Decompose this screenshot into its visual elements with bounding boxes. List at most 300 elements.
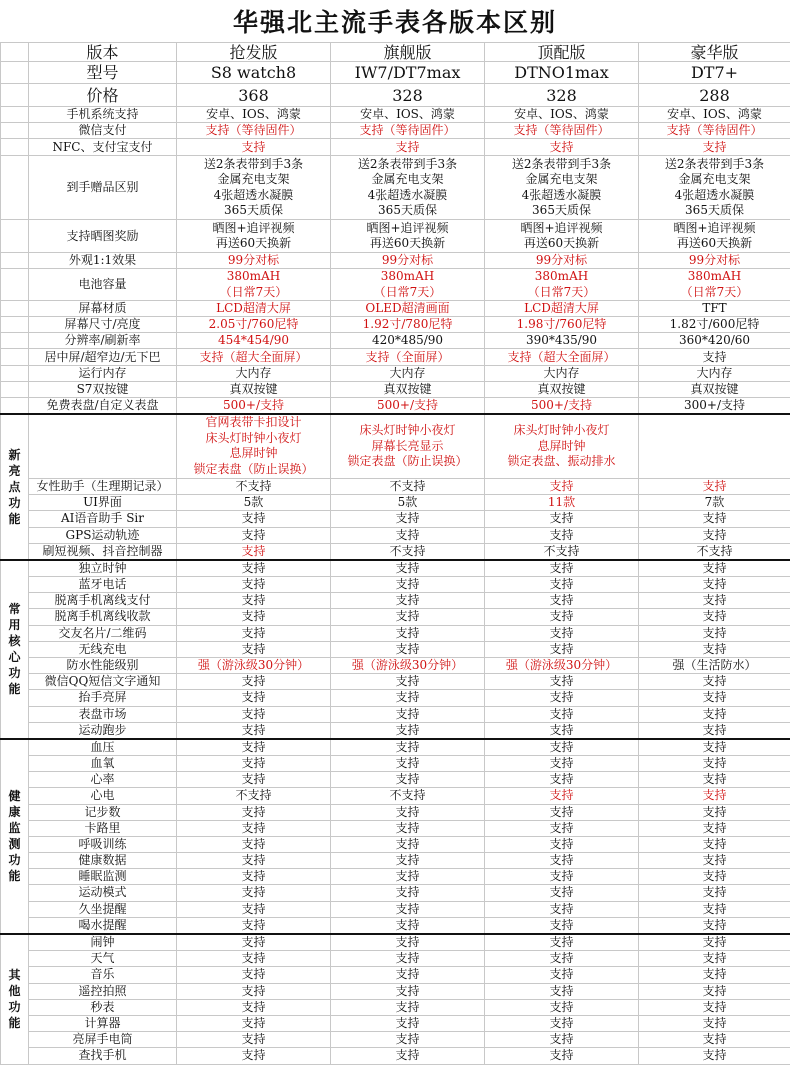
- value-cell: 支持: [639, 884, 790, 901]
- value-cell: 支持（超大全面屏）: [177, 349, 331, 366]
- feature-label: 计算器: [29, 1015, 177, 1031]
- value-cell: 支持: [177, 576, 331, 592]
- table-row: [1, 884, 790, 901]
- table-row: [1, 706, 790, 722]
- feature-label: 喝水提醒: [29, 917, 177, 934]
- value-cell: 360*420/60: [639, 333, 790, 349]
- feature-label: 屏幕材质: [29, 301, 177, 317]
- feature-label: 手机系统支持: [29, 107, 177, 123]
- feature-label: 查找手机: [29, 1047, 177, 1064]
- feature-label: 运动模式: [29, 884, 177, 901]
- value-cell: 支持: [485, 689, 639, 706]
- value-cell: 支持: [485, 999, 639, 1015]
- value-cell: 支持: [331, 592, 485, 608]
- feature-label: 防水性能级别: [29, 657, 177, 673]
- value-cell: 支持: [331, 950, 485, 966]
- feature-label: 价格: [29, 84, 177, 107]
- value-cell: 支持: [639, 966, 790, 983]
- value-cell: 支持（等待固件）: [177, 123, 331, 139]
- value-cell: 5款: [177, 494, 331, 510]
- value-cell: 支持: [177, 560, 331, 577]
- feature-label: 脱离手机离线支付: [29, 592, 177, 608]
- value-cell: [639, 414, 790, 478]
- value-cell: 1.98寸/760尼特: [485, 317, 639, 333]
- value-cell: 500+/支持: [177, 398, 331, 415]
- value-cell: 晒图+追评视频 再送60天换新: [331, 220, 485, 253]
- feature-label: 居中屏/超窄边/无下巴: [29, 349, 177, 366]
- value-cell: 支持: [177, 950, 331, 966]
- value-cell: 支持: [177, 966, 331, 983]
- value-cell: 支持: [639, 349, 790, 366]
- table-row: [1, 43, 790, 62]
- value-cell: 安卓、IOS、鸿蒙: [639, 107, 790, 123]
- value-cell: 支持: [639, 1015, 790, 1031]
- table-row: [1, 398, 790, 415]
- feature-label: 无线充电: [29, 641, 177, 657]
- value-cell: 支持: [485, 771, 639, 787]
- value-cell: 支持: [485, 608, 639, 625]
- value-cell: 支持: [639, 739, 790, 756]
- value-cell: 大内存: [639, 366, 790, 382]
- category-empty: [1, 123, 29, 139]
- value-cell: 支持: [639, 510, 790, 527]
- feature-label: 久坐提醒: [29, 901, 177, 917]
- value-cell: 支持: [331, 608, 485, 625]
- value-cell: 送2条表带到手3条 金属充电支架 4张超透水凝膜 365天质保: [485, 156, 639, 220]
- value-cell: 支持: [639, 901, 790, 917]
- value-cell: 支持: [177, 689, 331, 706]
- table-row: [1, 787, 790, 804]
- feature-label: 血压: [29, 739, 177, 756]
- value-cell: 不支持: [485, 543, 639, 560]
- feature-label: 屏幕尺寸/亮度: [29, 317, 177, 333]
- table-row: [1, 934, 790, 951]
- value-cell: 支持: [331, 1015, 485, 1031]
- category-label: 新亮点功能: [1, 414, 29, 560]
- value-cell: 支持: [177, 543, 331, 560]
- feature-label: 运动跑步: [29, 722, 177, 739]
- value-cell: 99分对标: [485, 253, 639, 269]
- feature-label: 健康数据: [29, 852, 177, 868]
- value-cell: 不支持: [331, 478, 485, 494]
- value-cell: 强（游泳级30分钟）: [485, 657, 639, 673]
- feature-label: 到手赠品区别: [29, 156, 177, 220]
- table-row: [1, 107, 790, 123]
- value-cell: 强（生活防水）: [639, 657, 790, 673]
- value-cell: 支持: [639, 592, 790, 608]
- category-label: 其他功能: [1, 934, 29, 1065]
- table-row: [1, 608, 790, 625]
- value-cell: 支持: [485, 706, 639, 722]
- value-cell: 大内存: [177, 366, 331, 382]
- table-row: [1, 868, 790, 884]
- value-cell: 真双按键: [331, 382, 485, 398]
- value-cell: 支持: [639, 934, 790, 951]
- value-cell: 支持: [331, 771, 485, 787]
- category-empty: [1, 398, 29, 415]
- value-cell: 支持（超大全面屏）: [485, 349, 639, 366]
- value-cell: 支持: [485, 576, 639, 592]
- value-cell: 支持: [177, 771, 331, 787]
- table-row: [1, 543, 790, 560]
- value-cell: 支持: [485, 983, 639, 999]
- value-cell: 11款: [485, 494, 639, 510]
- feature-label: 分辨率/刷新率: [29, 333, 177, 349]
- value-cell: 500+/支持: [485, 398, 639, 415]
- value-cell: 晒图+追评视频 再送60天换新: [177, 220, 331, 253]
- value-cell: 支持: [485, 673, 639, 689]
- value-cell: 大内存: [331, 366, 485, 382]
- value-cell: 支持: [485, 139, 639, 156]
- table-row: [1, 510, 790, 527]
- value-cell: 5款: [331, 494, 485, 510]
- feature-label: 蓝牙电话: [29, 576, 177, 592]
- feature-label: 音乐: [29, 966, 177, 983]
- value-cell: 不支持: [331, 543, 485, 560]
- table-row: [1, 139, 790, 156]
- value-cell: 安卓、IOS、鸿蒙: [331, 107, 485, 123]
- category-empty: [1, 253, 29, 269]
- value-cell: 支持: [331, 966, 485, 983]
- value-cell: 支持: [639, 836, 790, 852]
- feature-label: 心率: [29, 771, 177, 787]
- value-cell: 支持: [639, 641, 790, 657]
- feature-label: 睡眠监测: [29, 868, 177, 884]
- table-row: [1, 123, 790, 139]
- value-cell: 支持: [485, 641, 639, 657]
- value-cell: 安卓、IOS、鸿蒙: [485, 107, 639, 123]
- table-row: [1, 641, 790, 657]
- table-row: [1, 494, 790, 510]
- value-cell: 支持: [177, 139, 331, 156]
- category-empty: [1, 107, 29, 123]
- feature-label: AI语音助手 Sir: [29, 510, 177, 527]
- value-cell: 支持: [485, 868, 639, 884]
- feature-label: 记步数: [29, 804, 177, 820]
- value-cell: 支持: [485, 527, 639, 543]
- value-cell: 支持: [485, 804, 639, 820]
- value-cell: 支持: [639, 804, 790, 820]
- feature-label: 版本: [29, 43, 177, 62]
- table-row: [1, 739, 790, 756]
- value-cell: 支持: [331, 673, 485, 689]
- table-row: [1, 269, 790, 301]
- value-cell: 强（游泳级30分钟）: [177, 657, 331, 673]
- value-cell: 380mAH （日常7天）: [177, 269, 331, 301]
- value-cell: 支持: [485, 787, 639, 804]
- value-cell: 支持: [639, 139, 790, 156]
- value-cell: 支持: [639, 950, 790, 966]
- value-cell: 真双按键: [639, 382, 790, 398]
- value-cell: 支持: [331, 755, 485, 771]
- value-cell: 支持: [485, 478, 639, 494]
- value-cell: 99分对标: [639, 253, 790, 269]
- value-cell: 支持: [485, 917, 639, 934]
- value-cell: 晒图+追评视频 再送60天换新: [485, 220, 639, 253]
- value-cell: 支持: [485, 592, 639, 608]
- feature-label: UI界面: [29, 494, 177, 510]
- value-cell: 支持: [485, 966, 639, 983]
- category-empty: [1, 333, 29, 349]
- value-cell: 抢发版: [177, 43, 331, 62]
- value-cell: 支持: [485, 950, 639, 966]
- value-cell: 强（游泳级30分钟）: [331, 657, 485, 673]
- table-row: [1, 592, 790, 608]
- value-cell: 支持: [177, 739, 331, 756]
- table-row: [1, 820, 790, 836]
- feature-label: NFC、支付宝支付: [29, 139, 177, 156]
- value-cell: 支持: [177, 755, 331, 771]
- value-cell: 支持: [177, 836, 331, 852]
- value-cell: 床头灯时钟小夜灯 屏幕长亮显示 锁定表盘（防止误换）: [331, 414, 485, 478]
- value-cell: 支持: [639, 852, 790, 868]
- value-cell: 328: [485, 84, 639, 107]
- value-cell: 支持: [485, 560, 639, 577]
- value-cell: 支持: [177, 934, 331, 951]
- value-cell: 官网表带卡扣设计 床头灯时钟小夜灯 息屏时钟 锁定表盘（防止误换）: [177, 414, 331, 478]
- feature-label: 电池容量: [29, 269, 177, 301]
- feature-label: 交友名片/二维码: [29, 625, 177, 641]
- value-cell: 支持: [331, 983, 485, 999]
- value-cell: 旗舰版: [331, 43, 485, 62]
- value-cell: 支持: [639, 576, 790, 592]
- category-empty: [1, 317, 29, 333]
- value-cell: 支持: [485, 722, 639, 739]
- table-row: [1, 673, 790, 689]
- feature-label: 微信QQ短信文字通知: [29, 673, 177, 689]
- category-empty: [1, 156, 29, 220]
- feature-label: 脱离手机离线收款: [29, 608, 177, 625]
- value-cell: 支持: [177, 901, 331, 917]
- table-row: [1, 852, 790, 868]
- value-cell: 安卓、IOS、鸿蒙: [177, 107, 331, 123]
- value-cell: 不支持: [177, 787, 331, 804]
- feature-label: 亮屏手电筒: [29, 1031, 177, 1047]
- value-cell: 368: [177, 84, 331, 107]
- value-cell: 真双按键: [485, 382, 639, 398]
- table-row: [1, 301, 790, 317]
- value-cell: 顶配版: [485, 43, 639, 62]
- feature-label: 支持晒图奖励: [29, 220, 177, 253]
- table-row: [1, 804, 790, 820]
- value-cell: 支持: [485, 1015, 639, 1031]
- value-cell: 支持: [331, 576, 485, 592]
- value-cell: 99分对标: [177, 253, 331, 269]
- value-cell: 支持: [485, 625, 639, 641]
- value-cell: 380mAH （日常7天）: [485, 269, 639, 301]
- value-cell: 支持: [331, 884, 485, 901]
- table-row: [1, 950, 790, 966]
- table-row: [1, 527, 790, 543]
- category-empty: [1, 220, 29, 253]
- table-row: [1, 366, 790, 382]
- value-cell: 支持: [639, 722, 790, 739]
- table-row: [1, 156, 790, 220]
- value-cell: 支持: [331, 689, 485, 706]
- table-row: [1, 84, 790, 107]
- value-cell: 支持: [485, 510, 639, 527]
- value-cell: 支持: [177, 625, 331, 641]
- category-empty: [1, 139, 29, 156]
- feature-label: 独立时钟: [29, 560, 177, 577]
- value-cell: 支持: [331, 820, 485, 836]
- value-cell: 支持: [485, 755, 639, 771]
- value-cell: 支持: [177, 868, 331, 884]
- value-cell: 支持: [331, 852, 485, 868]
- value-cell: 390*435/90: [485, 333, 639, 349]
- value-cell: 支持: [177, 527, 331, 543]
- feature-label: 秒表: [29, 999, 177, 1015]
- value-cell: 支持: [485, 820, 639, 836]
- feature-label: 运行内存: [29, 366, 177, 382]
- value-cell: 支持: [639, 1047, 790, 1064]
- value-cell: 支持（全面屏）: [331, 349, 485, 366]
- value-cell: 1.92寸/780尼特: [331, 317, 485, 333]
- value-cell: 支持: [485, 1047, 639, 1064]
- feature-label: 心电: [29, 787, 177, 804]
- feature-label: S7双按键: [29, 382, 177, 398]
- value-cell: 支持: [639, 625, 790, 641]
- table-row: [1, 901, 790, 917]
- value-cell: 支持: [177, 1015, 331, 1031]
- value-cell: 支持: [331, 139, 485, 156]
- category-empty: [1, 349, 29, 366]
- value-cell: 支持: [177, 722, 331, 739]
- value-cell: 支持: [639, 1031, 790, 1047]
- comparison-table: [0, 42, 790, 1065]
- value-cell: 支持: [639, 673, 790, 689]
- feature-label: 表盘市场: [29, 706, 177, 722]
- table-row: [1, 722, 790, 739]
- value-cell: 支持: [331, 625, 485, 641]
- value-cell: 支持（等待固件）: [331, 123, 485, 139]
- table-row: [1, 836, 790, 852]
- feature-label: 闹钟: [29, 934, 177, 951]
- value-cell: 支持: [331, 1047, 485, 1064]
- value-cell: IW7/DT7max: [331, 62, 485, 84]
- value-cell: 380mAH （日常7天）: [639, 269, 790, 301]
- feature-label: 型号: [29, 62, 177, 84]
- value-cell: 支持: [177, 592, 331, 608]
- value-cell: 7款: [639, 494, 790, 510]
- value-cell: 支持: [485, 884, 639, 901]
- value-cell: 支持: [177, 608, 331, 625]
- table-row: [1, 1031, 790, 1047]
- value-cell: 支持: [331, 917, 485, 934]
- table-row: [1, 1047, 790, 1064]
- value-cell: 支持: [331, 836, 485, 852]
- table-row: [1, 382, 790, 398]
- value-cell: 支持: [639, 706, 790, 722]
- category-empty: [1, 301, 29, 317]
- feature-label: 抬手亮屏: [29, 689, 177, 706]
- table-row: [1, 999, 790, 1015]
- feature-label: GPS运动轨迹: [29, 527, 177, 543]
- value-cell: 支持: [331, 934, 485, 951]
- value-cell: 支持: [331, 1031, 485, 1047]
- value-cell: 支持: [639, 999, 790, 1015]
- value-cell: 支持: [639, 527, 790, 543]
- feature-label: 天气: [29, 950, 177, 966]
- value-cell: 支持: [639, 771, 790, 787]
- value-cell: 1.82寸/600尼特: [639, 317, 790, 333]
- table-row: [1, 625, 790, 641]
- value-cell: 支持: [485, 852, 639, 868]
- value-cell: LCD超清大屏: [485, 301, 639, 317]
- value-cell: 2.05寸/760尼特: [177, 317, 331, 333]
- value-cell: 送2条表带到手3条 金属充电支架 4张超透水凝膜 365天质保: [177, 156, 331, 220]
- table-row: [1, 349, 790, 366]
- value-cell: 支持: [331, 560, 485, 577]
- category-label: 健康监测功能: [1, 739, 29, 934]
- value-cell: 不支持: [331, 787, 485, 804]
- table-row: [1, 576, 790, 592]
- value-cell: 支持: [331, 641, 485, 657]
- value-cell: 支持: [331, 527, 485, 543]
- value-cell: 99分对标: [331, 253, 485, 269]
- table-row: [1, 755, 790, 771]
- value-cell: 支持: [331, 901, 485, 917]
- table-row: [1, 333, 790, 349]
- value-cell: 支持: [177, 884, 331, 901]
- value-cell: 支持: [639, 478, 790, 494]
- table-row: [1, 478, 790, 494]
- value-cell: 支持: [177, 983, 331, 999]
- feature-label: 女性助手（生理期记录）: [29, 478, 177, 494]
- value-cell: 支持: [177, 804, 331, 820]
- table-row: [1, 220, 790, 253]
- table-row: [1, 917, 790, 934]
- table-row: [1, 253, 790, 269]
- value-cell: 支持: [331, 739, 485, 756]
- value-cell: 支持: [177, 1031, 331, 1047]
- value-cell: 支持: [639, 560, 790, 577]
- feature-label: 遥控拍照: [29, 983, 177, 999]
- value-cell: 支持: [177, 999, 331, 1015]
- table-row: [1, 317, 790, 333]
- category-empty: [1, 62, 29, 84]
- value-cell: 支持: [331, 804, 485, 820]
- value-cell: 支持: [639, 755, 790, 771]
- value-cell: 支持: [485, 836, 639, 852]
- value-cell: 支持: [639, 689, 790, 706]
- value-cell: LCD超清大屏: [177, 301, 331, 317]
- value-cell: 288: [639, 84, 790, 107]
- page-title: 华强北主流手表各版本区别: [0, 0, 790, 43]
- value-cell: 支持: [177, 706, 331, 722]
- value-cell: 380mAH （日常7天）: [331, 269, 485, 301]
- value-cell: 支持: [177, 820, 331, 836]
- table-row: [1, 414, 790, 478]
- table-row: [1, 983, 790, 999]
- value-cell: 床头灯时钟小夜灯 息屏时钟 锁定表盘、振动排水: [485, 414, 639, 478]
- value-cell: 支持（等待固件）: [639, 123, 790, 139]
- value-cell: 支持: [177, 641, 331, 657]
- value-cell: 不支持: [177, 478, 331, 494]
- table-row: [1, 966, 790, 983]
- value-cell: S8 watch8: [177, 62, 331, 84]
- value-cell: 支持: [331, 510, 485, 527]
- value-cell: 454*454/90: [177, 333, 331, 349]
- value-cell: 支持: [485, 901, 639, 917]
- value-cell: 300+/支持: [639, 398, 790, 415]
- value-cell: 420*485/90: [331, 333, 485, 349]
- category-empty: [1, 43, 29, 62]
- category-empty: [1, 382, 29, 398]
- value-cell: OLED超清画面: [331, 301, 485, 317]
- table-row: [1, 62, 790, 84]
- value-cell: 支持: [331, 999, 485, 1015]
